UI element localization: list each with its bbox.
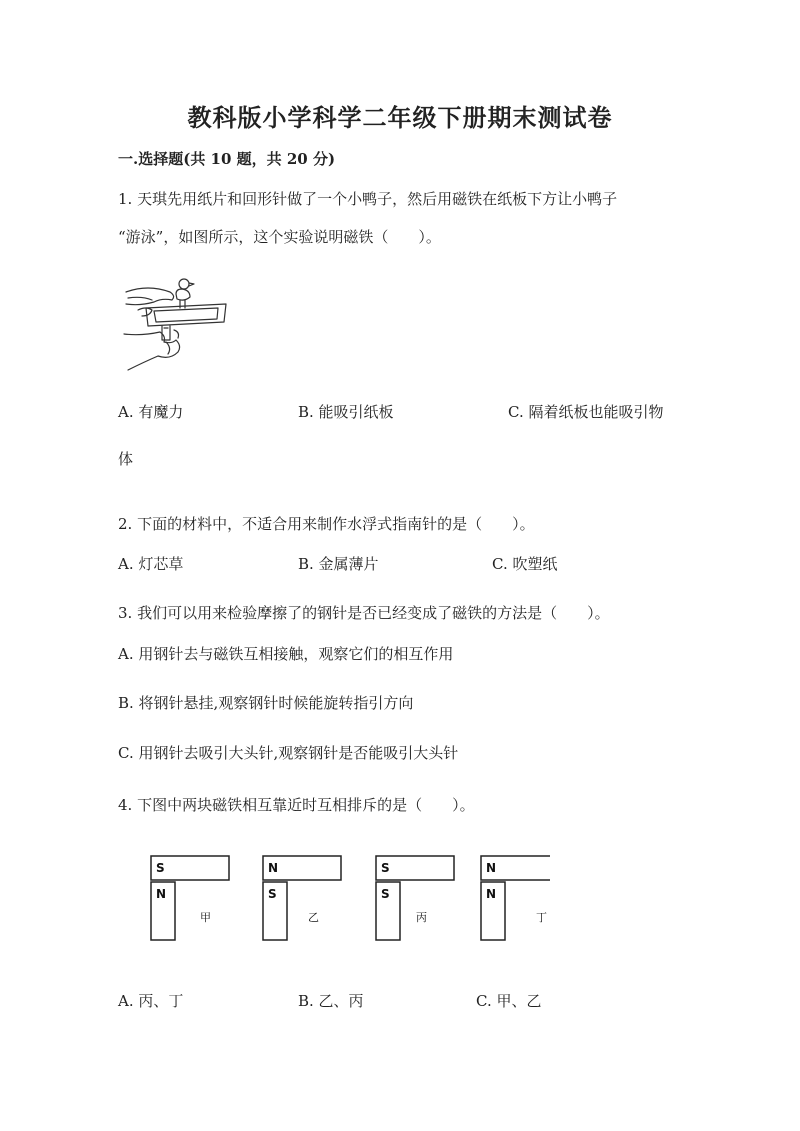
q3-option-b: B. 将钢针悬挂,观察钢针时候能旋转指引方向 [118, 694, 414, 712]
q2-option-b: B. 金属薄片 [298, 555, 379, 573]
pair-label: 乙 [308, 911, 319, 924]
lower-hand [124, 332, 180, 370]
magnet-pairs-diagram [150, 855, 550, 945]
q1-text-line2: “游泳”，如图所示，这个实验说明磁铁（ ）。 [118, 228, 441, 246]
pole-label: N [486, 861, 497, 875]
q3-option-c: C. 用钢针去吸引大头针,观察钢针是否能吸引大头针 [118, 744, 459, 762]
pair-label: 丙 [416, 911, 427, 924]
q2-option-c: C. 吹塑纸 [492, 555, 558, 573]
upper-hand [126, 288, 174, 305]
q4-option-b: B. 乙、丙 [298, 992, 364, 1010]
pole-label: S [268, 887, 277, 901]
q4-option-a: A. 丙、丁 [118, 992, 184, 1010]
q1-option-c: C. 隔着纸板也能吸引物 [508, 403, 664, 421]
duck-head [179, 279, 189, 289]
paper-board [146, 304, 226, 326]
q4-option-c: C. 甲、乙 [476, 992, 542, 1010]
page-title: 教科版小学科学二年级下册期末测试卷 [187, 103, 613, 132]
pole-label: S [156, 861, 165, 875]
pair-label: 丁 [536, 911, 547, 924]
q2-option-a: A. 灯芯草 [118, 555, 184, 573]
q1-text-line1: 1. 天琪先用纸片和回形针做了一个小鸭子，然后用磁铁在纸板下方让小鸭子 [118, 190, 618, 208]
q3-option-a: A. 用钢针去与磁铁互相接触，观察它们的相互作用 [118, 645, 454, 663]
q2-text: 2. 下面的材料中，不适合用来制作水浮式指南针的是（ ）。 [118, 515, 535, 533]
section-heading: 一.选择题(共 10 题，共 20 分) [118, 150, 336, 168]
q3-text: 3. 我们可以用来检验摩擦了的钢针是否已经变成了磁铁的方法是（ ）。 [118, 604, 610, 622]
q4-text: 4. 下图中两块磁铁相互靠近时互相排斥的是（ ）。 [118, 796, 475, 814]
q1-option-c-continued: 体 [118, 450, 134, 468]
duck-body [176, 289, 190, 300]
pair-label: 甲 [200, 911, 211, 924]
pole-label: N [486, 887, 497, 901]
pole-label: S [381, 861, 390, 875]
duck-magnet-illustration [118, 270, 233, 375]
q1-option-a: A. 有魔力 [118, 403, 184, 421]
q1-option-b: B. 能吸引纸板 [298, 403, 394, 421]
pole-label: N [156, 887, 167, 901]
pole-label: N [268, 861, 279, 875]
pole-label: S [381, 887, 390, 901]
